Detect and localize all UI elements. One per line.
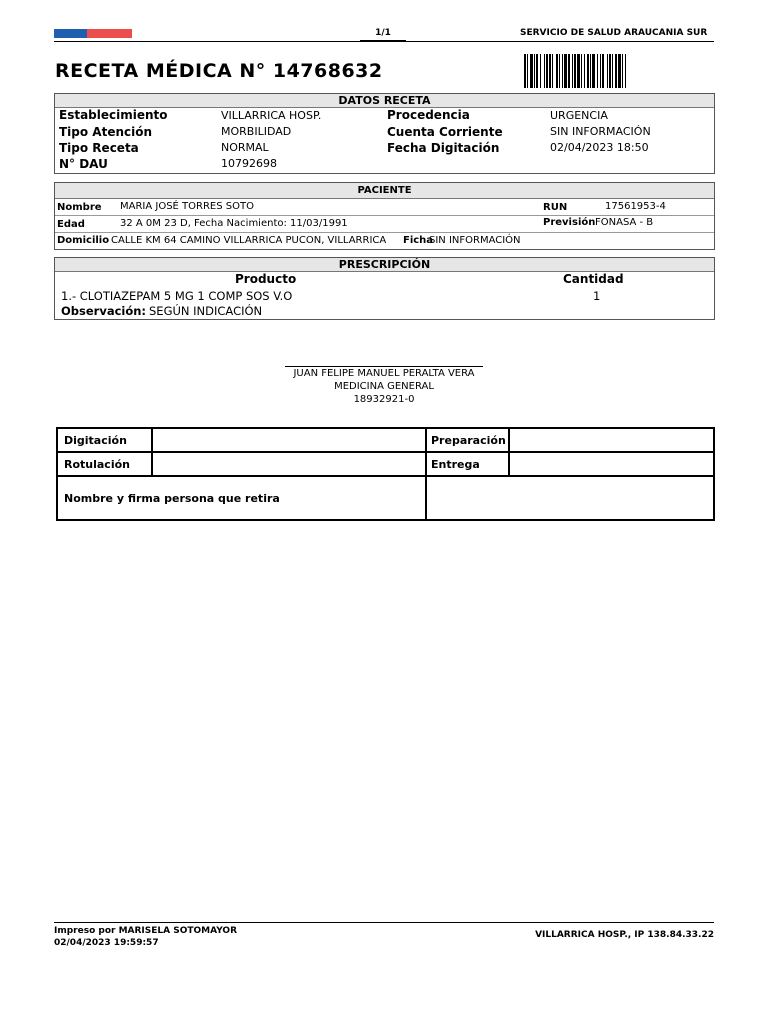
establecimiento-label: Establecimiento: [59, 108, 168, 122]
section-heading: PRESCRIPCIÓN: [55, 258, 714, 272]
page-number: 1/1: [360, 28, 406, 41]
ficha-label: Ficha: [403, 235, 434, 246]
cuenta-corriente-label: Cuenta Corriente: [387, 125, 503, 139]
prescripcion-cantidad: 1: [593, 289, 601, 303]
page-title: RECETA MÉDICA N° 14768632: [55, 60, 383, 82]
impreso-por: Impreso por MARISELA SOTOMAYOR: [54, 926, 238, 936]
header-divider: [54, 41, 714, 42]
rotulacion-label: Rotulación: [57, 452, 152, 476]
prescripcion-section: [54, 257, 715, 320]
prevision-value: FONASA - B: [595, 217, 654, 228]
section-heading: DATOS RECETA: [55, 94, 714, 108]
run-label: RUN: [543, 202, 568, 213]
nombre-label: Nombre: [57, 202, 102, 213]
medico-especialidad: MEDICINA GENERAL: [334, 381, 434, 392]
medico-nombre: JUAN FELIPE MANUEL PERALTA VERA: [293, 368, 475, 379]
fecha-digitacion-value: 02/04/2023 18:50: [550, 141, 649, 154]
domicilio-value: CALLE KM 64 CAMINO VILLARRICA PUCON, VILLARRICA: [111, 235, 387, 246]
impreso-fecha: 02/04/2023 19:59:57: [54, 938, 159, 948]
observacion-label: Observación:: [61, 304, 147, 318]
paciente-section: [54, 182, 715, 250]
retira-label: Nombre y firma persona que retira: [57, 476, 426, 520]
tipo-atencion-value: MORBILIDAD: [221, 125, 292, 138]
establecimiento-value: VILLARRICA HOSP.: [221, 109, 322, 122]
tipo-receta-label: Tipo Receta: [59, 141, 139, 155]
domicilio-label: Domicilio: [57, 235, 110, 246]
nombre-value: MARIA JOSÉ TORRES SOTO: [120, 201, 254, 212]
tipo-atencion-label: Tipo Atención: [59, 125, 153, 139]
barcode-image: [524, 54, 700, 88]
procedencia-value: URGENCIA: [550, 109, 608, 122]
edad-label: Edad: [57, 219, 85, 230]
retira-signature-field: [426, 476, 714, 520]
footer-divider: [54, 922, 714, 923]
cuenta-corriente-value: SIN INFORMACIÓN: [550, 125, 651, 138]
run-value: 17561953-4: [605, 201, 666, 212]
section-heading: PACIENTE: [55, 183, 714, 199]
datos-receta-section: [54, 93, 715, 174]
service-name: SERVICIO DE SALUD ARAUCANIA SUR: [520, 28, 708, 38]
rotulacion-field: [152, 452, 426, 476]
entrega-label: Entrega: [426, 452, 509, 476]
edad-value: 32 A 0M 23 D, Fecha Nacimiento: 11/03/1991: [120, 218, 348, 229]
chile-flag-bar: [54, 29, 132, 38]
producto-column-header: Producto: [235, 272, 297, 286]
preparacion-label: Preparación: [426, 428, 509, 452]
dau-label: N° DAU: [59, 157, 108, 171]
ficha-value: SIN INFORMACIÓN: [429, 235, 521, 246]
fecha-digitacion-label: Fecha Digitación: [387, 141, 500, 155]
procedencia-label: Procedencia: [387, 108, 470, 122]
observacion-value: SEGÚN INDICACIÓN: [149, 304, 263, 318]
prevision-label: Previsión: [543, 217, 596, 228]
digitacion-field: [152, 428, 426, 452]
tipo-receta-value: NORMAL: [221, 141, 269, 154]
dau-value: 10792698: [221, 157, 277, 170]
prescripcion-item: 1.- CLOTIAZEPAM 5 MG 1 COMP SOS V.O: [61, 289, 293, 303]
signature-line: [285, 366, 483, 367]
cantidad-column-header: Cantidad: [563, 272, 624, 286]
digitacion-label: Digitación: [57, 428, 152, 452]
medico-rut: 18932921-0: [353, 394, 415, 405]
control-table: [56, 427, 715, 521]
preparacion-field: [509, 428, 714, 452]
entrega-field: [509, 452, 714, 476]
host-ip: VILLARRICA HOSP., IP 138.84.33.22: [535, 930, 714, 940]
